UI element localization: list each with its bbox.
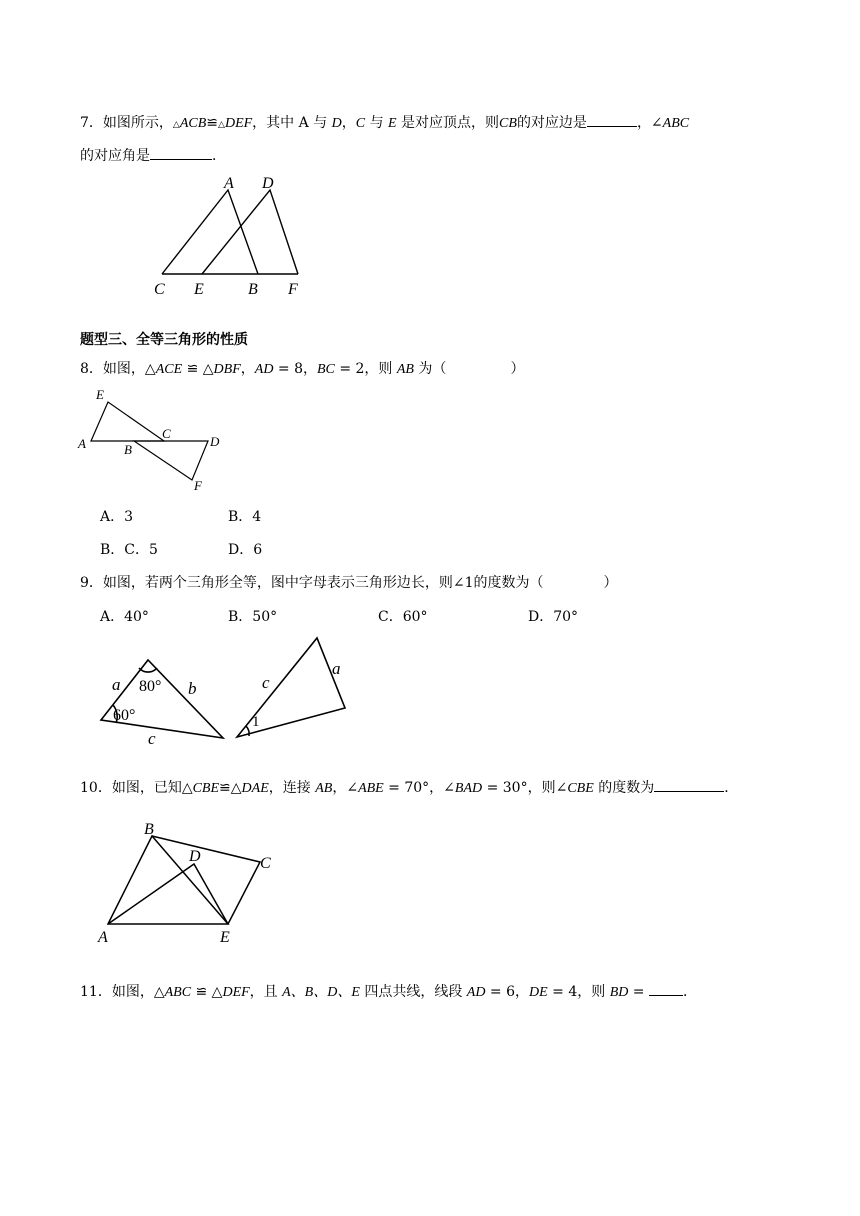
svg-text:80°: 80°	[139, 678, 162, 695]
svg-text:A: A	[98, 929, 108, 946]
q8-option-a[interactable]: A．3	[100, 509, 134, 525]
q9-option-d[interactable]: D．70°	[528, 609, 579, 625]
q7-label-c: C	[154, 281, 165, 298]
q7-label-b: B	[248, 281, 258, 298]
q9-figure	[96, 632, 356, 748]
q9-line: 9．如图，若两个三角形全等，图中字母表示三角形边长，则∠1的度数为（ ）	[80, 575, 618, 591]
svg-text:D: D	[210, 434, 220, 449]
svg-text:60°: 60°	[113, 707, 136, 724]
q10-figure	[96, 818, 286, 948]
q7-figure	[150, 170, 310, 300]
svg-text:a: a	[332, 659, 341, 678]
q9-triangle-left	[101, 660, 223, 738]
svg-text:D: D	[189, 848, 201, 865]
q8-triangle-dbf	[134, 441, 208, 480]
svg-text:F: F	[194, 478, 202, 493]
q7-triangle-acb	[162, 190, 258, 274]
svg-text:B: B	[124, 442, 132, 457]
q10-line: 10．如图，已知△CBE≌△DAE，连接 AB，∠ABE = 70°，∠BAD = 30°，则∠CBE 的度数为 ．	[80, 777, 738, 799]
q11-line: 11．如图，△ABC ≌ △DEF，且 A、B、D、E 四点共线，线段 AD = 6，DE = 4，则 BD = ．	[80, 981, 697, 1003]
q8-line: 8．如图，△ACE ≌ △DBF，AD = 8，BC = 2，则 AB 为（ ）	[80, 361, 525, 377]
svg-text:E: E	[220, 929, 230, 946]
q9-option-a[interactable]: A．40°	[100, 609, 149, 625]
q8-triangle-ace	[91, 402, 164, 441]
svg-text:a: a	[112, 675, 121, 694]
q8-option-b[interactable]: B．4	[228, 509, 262, 525]
q7-line1: 7．如图所示，△ACB≌△DEF，其中 A 与 D，C 与 E 是对应顶点，则CB的对应边是 ，∠ABC	[80, 112, 689, 135]
q7-label-f: F	[288, 281, 298, 298]
q7-line2: 的对应角是 ．	[80, 145, 226, 166]
q8-figure	[76, 386, 226, 496]
q11-blank[interactable]	[649, 981, 683, 996]
svg-text:1: 1	[252, 714, 260, 730]
q7-label-d: D	[262, 175, 274, 192]
q7-blank-side[interactable]	[587, 112, 637, 127]
q9-option-b[interactable]: B．50°	[228, 609, 278, 625]
q7-tri1: ACB	[179, 116, 207, 131]
q7-label-a: A	[224, 175, 234, 192]
svg-text:B: B	[144, 821, 154, 838]
q8-option-d[interactable]: D．6	[228, 542, 263, 558]
q7-blank-angle[interactable]	[150, 145, 212, 160]
q7-number: 7．	[80, 115, 103, 131]
q9-option-c[interactable]: C．60°	[378, 609, 428, 625]
q7-tri2: DEF	[224, 116, 253, 131]
svg-text:c: c	[262, 673, 270, 692]
q8-option-c[interactable]: B．C．5	[100, 542, 158, 558]
svg-text:c: c	[148, 729, 156, 748]
q10-blank[interactable]	[654, 777, 724, 792]
svg-text:C: C	[260, 855, 271, 872]
q10-triangle-cbe	[152, 836, 260, 924]
q7-triangle-def	[202, 190, 298, 274]
section-title: 题型三、全等三角形的性质	[80, 332, 248, 348]
q10-triangle-dae	[108, 864, 228, 924]
q7-label-e: E	[194, 281, 204, 298]
svg-text:b: b	[188, 679, 197, 698]
svg-text:E: E	[96, 387, 104, 402]
svg-text:C: C	[162, 426, 171, 441]
svg-text:A: A	[78, 436, 86, 451]
